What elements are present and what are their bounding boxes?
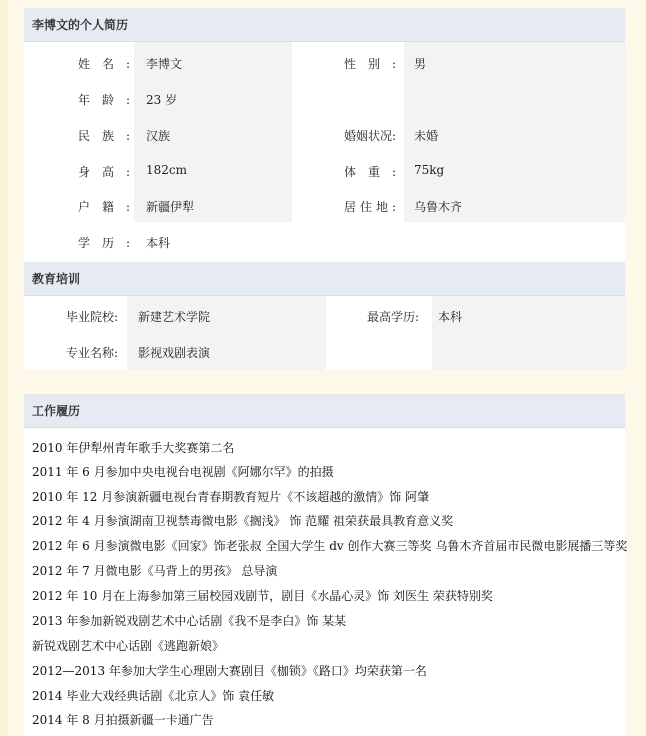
work-history-panel — [24, 394, 628, 736]
age-value: 23 岁 — [146, 93, 178, 107]
work-item: 2012 年 4 月参演湖南卫视禁毒微电影《搁浅》 饰 范耀 祖荣获最具教育意义奖 — [32, 514, 454, 528]
work-item: 2010 年 12 月参演新疆电视台青春期教育短片《不该超越的激情》饰 阿肇 — [32, 490, 430, 504]
work-item: 新锐戏剧艺术中心话剧《逃跑新娘》 — [32, 639, 225, 653]
ethnicity-value: 汉族 — [146, 129, 171, 143]
resume-title: 李博文的个人简历 — [24, 8, 625, 42]
work-section-title: 工作履历 — [24, 394, 625, 428]
gender-value: 男 — [414, 57, 427, 71]
weight-value: 75kg — [414, 163, 445, 177]
name-value: 李博文 — [146, 57, 183, 71]
marital-label: 婚姻状况: — [344, 129, 397, 143]
residence-value: 乌鲁木齐 — [414, 200, 463, 214]
height-value: 182cm — [146, 163, 188, 177]
degree-label: 最高学历: — [367, 310, 420, 324]
gender-label: 性别: — [344, 57, 396, 71]
height-label: 身高: — [78, 165, 130, 179]
work-item: 2014 年 8 月拍摄新疆一卡通广告 — [32, 713, 214, 727]
hukou-value: 新疆伊犁 — [146, 200, 195, 214]
major-value: 影视戏剧表演 — [138, 346, 211, 360]
name-label: 姓名: — [78, 57, 130, 71]
left-margin-strip — [0, 0, 8, 736]
work-item: 2013 年参加新锐戏剧艺术中心话剧《我不是李白》饰 某某 — [32, 614, 347, 628]
education-label: 学历: — [78, 236, 130, 250]
work-item: 2014 毕业大戏经典话剧《北京人》饰 袁任敏 — [32, 689, 275, 703]
school-value: 新建艺术学院 — [138, 310, 211, 324]
work-item: 2012 年 10 月在上海参加第三届校园戏剧节，剧目《水晶心灵》饰 刘医生 荣获特别奖 — [32, 589, 493, 603]
degree-value: 本科 — [438, 310, 463, 324]
education-section-title: 教育培训 — [24, 262, 625, 296]
hukou-label: 户籍: — [78, 200, 130, 214]
education-value: 本科 — [146, 236, 171, 250]
marital-value: 未婚 — [414, 129, 439, 143]
work-item: 2010 年伊犁州青年歌手大奖赛第二名 — [32, 441, 235, 455]
work-item: 2012 年 7 月微电影《马背上的男孩》 总导演 — [32, 564, 278, 578]
ethnicity-label: 民族: — [78, 129, 130, 143]
weight-label: 体重: — [344, 165, 396, 179]
work-item: 2012—2013 年参加大学生心理剧大赛剧目《枷锁》《路口》均荣获第一名 — [32, 664, 427, 678]
basic-info-panel — [24, 8, 625, 262]
major-label: 专业名称: — [66, 346, 119, 360]
school-label: 毕业院校: — [66, 310, 119, 324]
age-label: 年龄: — [78, 93, 130, 107]
education-panel — [24, 262, 625, 370]
work-item: 2012 年 6 月参演微电影《回家》饰老张叔 全国大学生 dv 创作大赛三等奖 乌鲁木齐首届市民微电影展播三等奖 — [32, 539, 628, 553]
work-item: 2011 年 6 月参加中央电视台电视剧《阿娜尔罕》的拍摄 — [32, 465, 334, 479]
residence-label: 居住地: — [344, 200, 396, 214]
